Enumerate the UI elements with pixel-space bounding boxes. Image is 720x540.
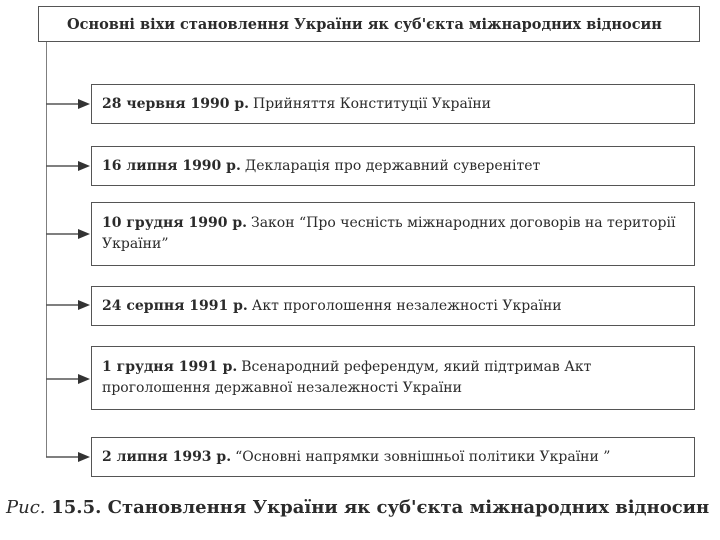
arrow-6 (46, 452, 90, 462)
arrow-5 (46, 374, 90, 384)
event-date: 16 липня 1990 р. (102, 157, 241, 174)
event-date: 2 липня 1993 р. (102, 448, 232, 465)
event-date: 10 грудня 1990 р. (102, 215, 247, 231)
event-text: Закон “Про чесність міжнародних договорів на території України” (102, 215, 676, 252)
event-box-2 (91, 146, 695, 186)
event-box-1 (91, 84, 695, 124)
event-box-3 (91, 202, 695, 266)
event-date: 28 червня 1990 р. (102, 95, 249, 112)
event-text: “Основні напрямки зовнішньої політики України ” (235, 448, 611, 465)
figure-caption (6, 497, 718, 518)
event-text: Декларація про державний суверенітет (244, 157, 541, 174)
event-box-6 (91, 437, 695, 477)
figure-caption-text: 15.5. Становлення України як суб'єкта міжнародних відносин (51, 497, 710, 518)
event-text: Прийняття Конституції України (253, 95, 491, 112)
arrow-3 (46, 229, 90, 239)
event-date: 24 серпня 1991 р. (102, 297, 248, 314)
figure-prefix: Рис. (6, 497, 46, 518)
arrow-1 (46, 99, 90, 109)
event-box-5 (91, 346, 695, 410)
event-text: Всенародний референдум, який підтримав Акт проголошення державної незалежності України (102, 359, 592, 396)
event-date: 1 грудня 1991 р. (102, 359, 238, 375)
event-box-4 (91, 286, 695, 326)
arrow-2 (46, 161, 90, 171)
diagram-title: Основні віхи становлення України як суб'єкта міжнародних відносин (67, 15, 662, 33)
event-text: Акт проголошення незалежності України (251, 297, 562, 314)
arrow-4 (46, 300, 90, 310)
diagram-title-box (38, 6, 700, 42)
